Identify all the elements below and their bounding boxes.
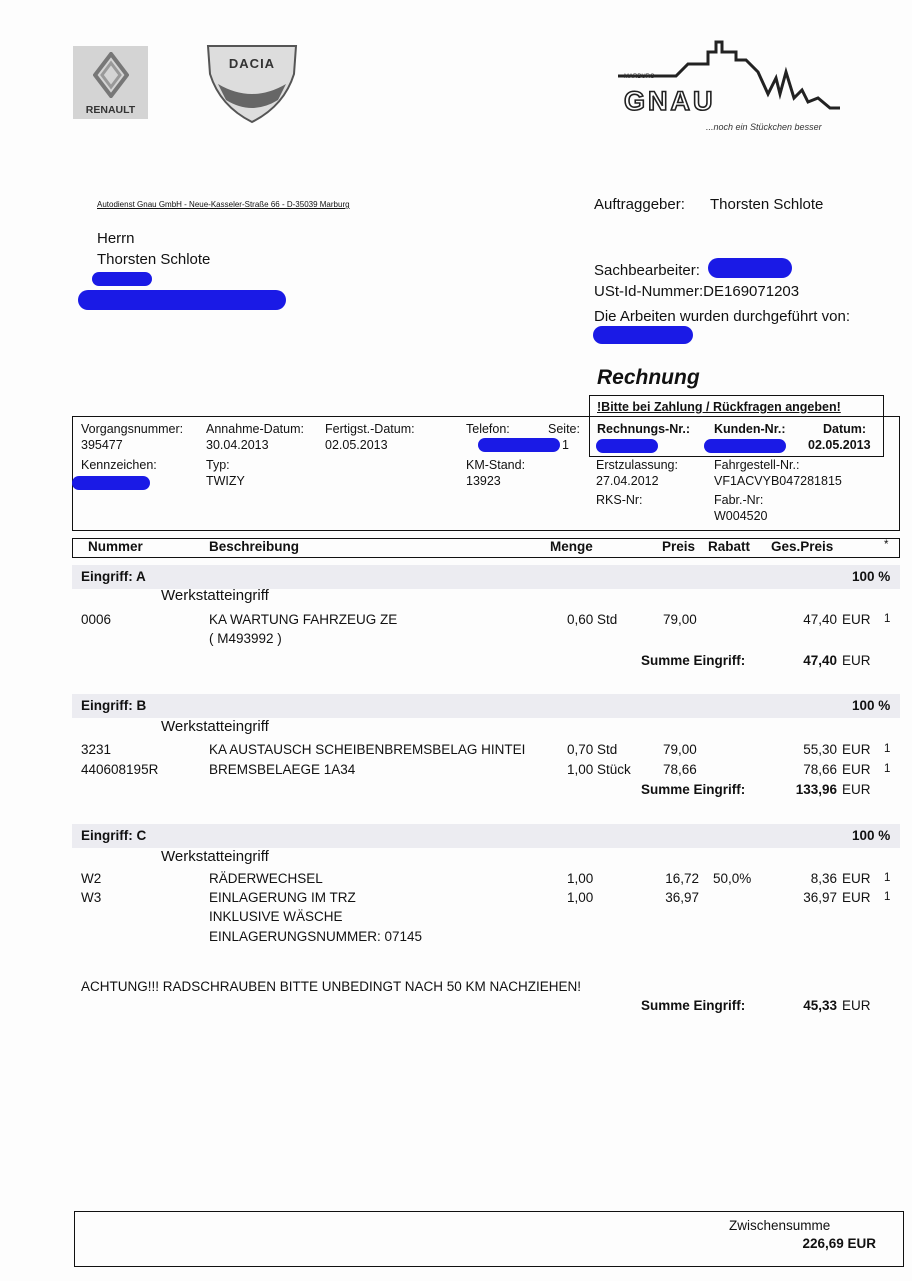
row-nummer: 440608195R <box>81 762 159 777</box>
row-flag: 1 <box>884 743 891 755</box>
typ-value: TWIZY <box>206 474 245 488</box>
row-flag: 1 <box>884 613 891 625</box>
ustid: USt-Id-Nummer:DE169071203 <box>594 283 800 300</box>
row-flag: 1 <box>884 763 891 775</box>
section-band <box>72 565 900 589</box>
fahrgestell-label: Fahrgestell-Nr.: <box>714 458 800 472</box>
fabr-label: Fabr.-Nr: <box>714 493 764 507</box>
section-subtitle: Werkstatteingriff <box>161 587 269 604</box>
row-beschreibung: KA AUSTAUSCH SCHEIBENBREMSBELAG HINTEI <box>209 742 526 757</box>
redacted-telefon <box>478 438 560 452</box>
sum-currency: EUR <box>842 998 871 1013</box>
redacted-street <box>92 272 152 286</box>
section-title: Eingriff: C <box>81 828 147 843</box>
row-currency: EUR <box>842 762 871 777</box>
vorgang-label: Vorgangsnummer: <box>81 422 184 436</box>
row-nummer: 3231 <box>81 742 112 757</box>
kennzeichen-label: Kennzeichen: <box>81 458 157 472</box>
fabr-value: W004520 <box>714 509 768 523</box>
recipient-name: Thorsten Schlote <box>97 251 211 268</box>
warning-note: ACHTUNG!!! RADSCHRAUBEN BITTE UNBEDINGT NACH 50 KM NACHZIEHEN! <box>81 979 582 994</box>
fertig-value: 02.05.2013 <box>325 438 388 452</box>
row-currency: EUR <box>842 612 871 627</box>
col-preis: Preis <box>662 539 696 554</box>
section-percent: 100 % <box>852 828 891 843</box>
section-subtitle: Werkstatteingriff <box>161 718 269 735</box>
sum-label: Summe Eingriff: <box>641 998 746 1013</box>
redacted-rechnung <box>596 439 658 453</box>
recipient-salutation: Herrn <box>97 230 135 247</box>
row-gespreis: 47,40 <box>803 612 837 627</box>
annahme-value: 30.04.2013 <box>206 438 269 452</box>
row-beschreibung: KA WARTUNG FAHRZEUG ZE <box>209 612 398 627</box>
row-code: ( M493992 ) <box>209 631 282 646</box>
row-menge: 0,60 Std <box>567 612 618 627</box>
redacted-kennzeichen <box>72 476 150 490</box>
seite-value: 1 <box>562 438 569 452</box>
row-nummer: W3 <box>81 890 102 905</box>
renault-logo <box>73 46 148 119</box>
dacia-logo <box>204 44 300 124</box>
renault-diamond-icon <box>93 52 129 98</box>
row-rabatt: 50,0% <box>713 871 752 886</box>
sum-value: 133,96 <box>795 782 837 797</box>
fertig-label: Fertigst.-Datum: <box>325 422 415 436</box>
row-preis: 36,97 <box>665 890 699 905</box>
km-label: KM-Stand: <box>466 458 526 472</box>
annahme-label: Annahme-Datum: <box>206 422 304 436</box>
datum-label: Datum: <box>823 422 867 436</box>
sum-value: 45,33 <box>803 998 837 1013</box>
telefon-label: Telefon: <box>466 422 510 436</box>
sum-label: Summe Eingriff: <box>641 782 746 797</box>
section-band <box>72 694 900 718</box>
row-menge: 1,00 <box>567 890 594 905</box>
gnau-slogan: ...noch ein Stückchen besser <box>706 122 822 132</box>
dacia-wordmark: DACIA <box>228 56 276 71</box>
row-gespreis: 36,97 <box>803 890 837 905</box>
row-currency: EUR <box>842 890 871 905</box>
row-detail: EINLAGERUNGSNUMMER: 07145 <box>209 929 423 944</box>
row-preis: 79,00 <box>663 612 697 627</box>
row-gespreis: 8,36 <box>810 871 837 886</box>
section-subtitle: Werkstatteingriff <box>161 848 269 865</box>
rks-label: RKS-Nr: <box>596 493 643 507</box>
gnau-logo <box>618 38 842 138</box>
row-menge: 1,00 <box>567 871 594 886</box>
vorgang-value: 395477 <box>81 438 123 452</box>
row-flag: 1 <box>884 891 891 903</box>
row-flag: 1 <box>884 872 891 884</box>
redacted-mechanic <box>593 326 693 344</box>
col-star: * <box>884 539 889 551</box>
sachbearbeiter-label: Sachbearbeiter: <box>594 262 700 279</box>
row-nummer: W2 <box>81 871 102 886</box>
seite-label: Seite: <box>548 422 580 436</box>
gnau-wordmark: GNAU <box>624 86 716 116</box>
subtotal-label: Zwischensumme <box>729 1218 831 1233</box>
row-beschreibung: RÄDERWECHSEL <box>209 871 323 886</box>
section-band <box>72 824 900 848</box>
row-menge: 1,00 Stück <box>567 762 631 777</box>
col-gespreis: Ges.Preis <box>771 539 834 554</box>
arbeiten-text: Die Arbeiten wurden durchgeführt von: <box>594 308 850 325</box>
col-beschreibung: Beschreibung <box>209 539 300 554</box>
col-rabatt: Rabatt <box>708 539 751 554</box>
km-value: 13923 <box>466 474 501 488</box>
fahrgestell-value: VF1ACVYB047281815 <box>714 474 842 488</box>
sender-line: Autodienst Gnau GmbH - Neue-Kasseler-Straße 66 - D-35039 Marburg <box>97 200 350 209</box>
sum-currency: EUR <box>842 653 871 668</box>
erstzul-value: 27.04.2012 <box>596 474 659 488</box>
row-preis: 78,66 <box>663 762 697 777</box>
sum-label: Summe Eingriff: <box>641 653 746 668</box>
section-title: Eingriff: B <box>81 698 147 713</box>
payment-notice: !Bitte bei Zahlung / Rückfragen angeben! <box>597 400 841 414</box>
document-title: Rechnung <box>597 366 700 389</box>
rechnung-label: Rechnungs-Nr.: <box>597 422 691 436</box>
auftraggeber-label: Auftraggeber: <box>594 196 685 213</box>
redacted-kunden <box>704 439 786 453</box>
renault-wordmark: RENAULT <box>85 104 136 116</box>
sum-value: 47,40 <box>803 653 837 668</box>
section-percent: 100 % <box>852 569 891 584</box>
col-menge: Menge <box>550 539 593 554</box>
auftraggeber-value: Thorsten Schlote <box>710 196 824 213</box>
kunden-label: Kunden-Nr.: <box>714 422 786 436</box>
row-beschreibung: BREMSBELAEGE 1A34 <box>209 762 356 777</box>
row-detail: INKLUSIVE WÄSCHE <box>209 909 343 924</box>
subtotal-value: 226,69 EUR <box>802 1236 876 1251</box>
col-nummer: Nummer <box>88 539 143 554</box>
erstzul-label: Erstzulassung: <box>596 458 678 472</box>
section-title: Eingriff: A <box>81 569 146 584</box>
row-currency: EUR <box>842 742 871 757</box>
row-menge: 0,70 Std <box>567 742 618 757</box>
row-gespreis: 55,30 <box>803 742 837 757</box>
row-nummer: 0006 <box>81 612 112 627</box>
section-percent: 100 % <box>852 698 891 713</box>
row-currency: EUR <box>842 871 871 886</box>
row-gespreis: 78,66 <box>803 762 837 777</box>
row-beschreibung: EINLAGERUNG IM TRZ <box>209 890 356 905</box>
datum-value: 02.05.2013 <box>808 438 871 452</box>
sum-currency: EUR <box>842 782 871 797</box>
gnau-city: MARBURG <box>624 74 655 80</box>
typ-label: Typ: <box>206 458 230 472</box>
redacted-sachbearbeiter <box>708 258 792 278</box>
row-preis: 16,72 <box>665 871 699 886</box>
redacted-address <box>78 290 286 310</box>
row-preis: 79,00 <box>663 742 697 757</box>
